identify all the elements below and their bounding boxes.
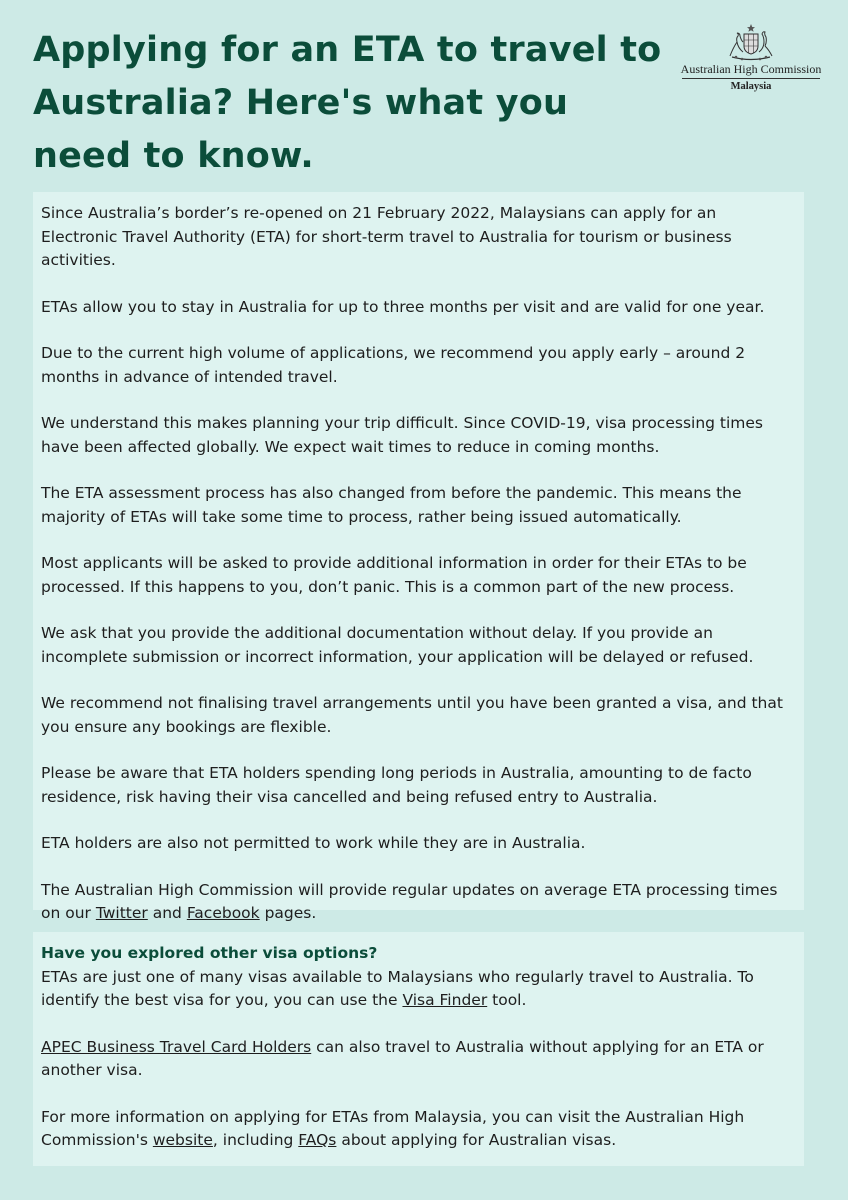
- more-info-text-before: For more information on applying for ETAs from Malaysia, you can visit the Australian High Commission's: [41, 1107, 745, 1149]
- visa-options-panel: [33, 932, 804, 1166]
- paragraph-documentation: We ask that you provide the additional documentation without delay. If you provide an incomplete submission or incorrect information, your application will be delayed or refused.: [41, 624, 754, 666]
- facebook-link[interactable]: Facebook: [186, 904, 260, 922]
- apec-card-text-after: can also travel to Australia without applying for an ETA or another visa.: [41, 1037, 764, 1079]
- paragraph-assessment-process: The ETA assessment process has also changed from before the pandemic. This means the majority of ETAs will take some time to process, rather being issued automatically.: [41, 484, 742, 526]
- paragraph-apply-early: Due to the current high volume of applications, we recommend you apply early – around 2 months in advance of intended travel.: [41, 344, 746, 386]
- visa-options-heading: Have you explored other visa options?: [41, 944, 378, 962]
- logo-name: Australian High Commission: [680, 62, 822, 76]
- logo-divider: [682, 78, 820, 79]
- paragraph-border-reopening: Since Australia’s border’s re-opened on 21 February 2022, Malaysians can apply for an Electronic Travel Authority (ETA) for short-term travel to Australia for tourism or business activities.: [41, 204, 732, 269]
- visa-finder-text-before: ETAs are just one of many visas available to Malaysians who regularly travel to Australia. To identify the best visa for you, you can use the: [41, 967, 754, 1009]
- australian-high-commission-logo: [678, 22, 824, 93]
- more-info-text-middle: , including: [212, 1131, 299, 1149]
- paragraph-processing-times: We understand this makes planning your trip difficult. Since COVID-19, visa processing times have been affected globally. We expect wait times to reduce in coming months.: [41, 414, 764, 456]
- paragraph-visa-finder: [41, 966, 790, 1013]
- paragraph-travel-arrangements: We recommend not finalising travel arrangements until you have been granted a visa, and that you ensure any bookings are flexible.: [41, 694, 783, 736]
- paragraph-updates: [41, 879, 790, 926]
- updates-text-after: pages.: [259, 904, 317, 922]
- visa-finder-link[interactable]: Visa Finder: [402, 991, 488, 1009]
- eta-info-panel: [33, 192, 804, 922]
- paragraph-additional-information: Most applicants will be asked to provide additional information in order for their ETAs to be processed. If this happens to you, don’t panic. This is a common part of the new process.: [41, 554, 747, 596]
- more-info-text-after: about applying for Australian visas.: [336, 1131, 617, 1149]
- website-link[interactable]: website: [152, 1131, 213, 1149]
- paragraph-work-restriction: ETA holders are also not permitted to work while they are in Australia.: [41, 834, 586, 852]
- logo-country: Malaysia: [730, 81, 772, 92]
- coat-of-arms-icon: [724, 22, 778, 62]
- page-title: Applying for an ETA to travel to Australia? Here's what you need to know.: [33, 30, 662, 176]
- updates-text-middle: and: [147, 904, 187, 922]
- paragraph-long-stays: Please be aware that ETA holders spending long periods in Australia, amounting to de facto residence, risk having their visa cancelled and being refused entry to Australia.: [41, 764, 752, 806]
- twitter-link[interactable]: Twitter: [95, 904, 148, 922]
- updates-text-before: The Australian High Commission will provide regular updates on average ETA processing times on our: [41, 880, 778, 922]
- visa-finder-text-after: tool.: [487, 991, 527, 1009]
- faqs-link[interactable]: FAQs: [298, 1131, 337, 1149]
- paragraph-more-information: [41, 1106, 790, 1153]
- paragraph-apec-card: [41, 1036, 790, 1083]
- paragraph-eta-validity: ETAs allow you to stay in Australia for up to three months per visit and are valid for one year.: [41, 297, 765, 316]
- apec-card-link[interactable]: APEC Business Travel Card Holders: [41, 1037, 312, 1056]
